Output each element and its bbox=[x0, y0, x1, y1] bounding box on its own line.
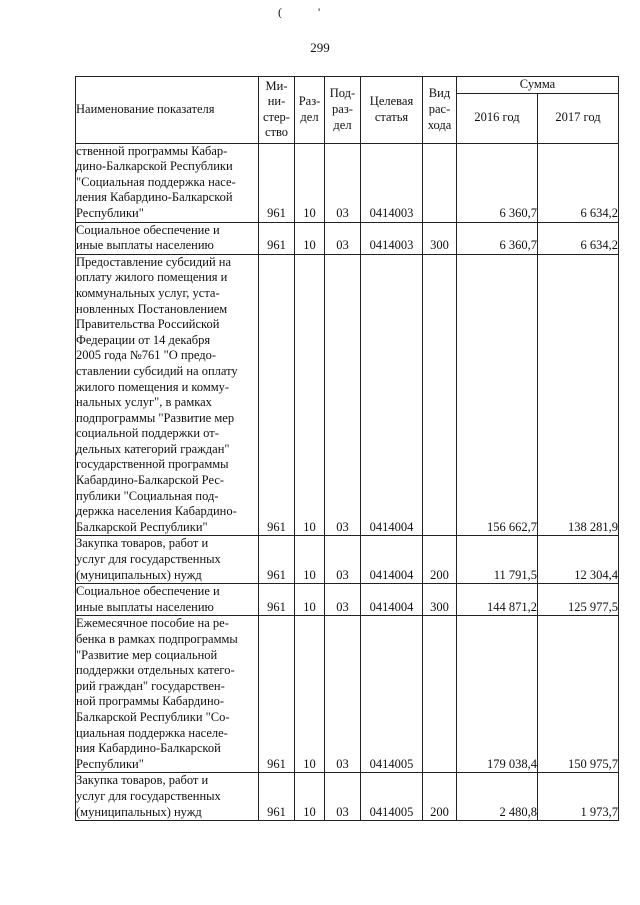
cell-subsection: 03 bbox=[325, 254, 361, 536]
header-expense-type: Вид рас- хода bbox=[423, 77, 457, 144]
cell-section: 10 bbox=[295, 616, 325, 773]
cell-2017: 125 977,5 bbox=[538, 584, 619, 616]
row-name: Ежемесячное пособие на ре- бенка в рамках подпрограммы "Развитие мер социальной поддержки отдельных катего- рий граждан" государствен- ной программы Кабардино- Балкарской Республики "Со- циальная поддержка населе- ния Кабардино-Балкарской Республики" bbox=[76, 616, 259, 773]
cell-2017: 12 304,4 bbox=[538, 536, 619, 584]
cell-subsection: 03 bbox=[325, 773, 361, 821]
cell-section: 10 bbox=[295, 143, 325, 222]
table-row bbox=[76, 254, 619, 536]
cell-subsection: 03 bbox=[325, 584, 361, 616]
cell-target: 0414005 bbox=[361, 616, 423, 773]
cell-ministry: 961 bbox=[259, 536, 295, 584]
row-name: Закупка товаров, работ и услуг для государственных (муниципальных) нужд bbox=[76, 536, 259, 584]
header-section: Раз- дел bbox=[295, 77, 325, 144]
header-sum: Сумма bbox=[457, 77, 619, 94]
row-name: Закупка товаров, работ и услуг для государственных (муниципальных) нужд bbox=[76, 773, 259, 821]
cell-2017: 138 281,9 bbox=[538, 254, 619, 536]
cell-target: 0414004 bbox=[361, 536, 423, 584]
cell-target: 0414004 bbox=[361, 584, 423, 616]
cell-ministry: 961 bbox=[259, 584, 295, 616]
cell-ministry: 961 bbox=[259, 773, 295, 821]
table-row bbox=[76, 616, 619, 773]
cell-expense-type bbox=[423, 616, 457, 773]
cell-section: 10 bbox=[295, 254, 325, 536]
header-ministry: Ми- ни- стер- ство bbox=[259, 77, 295, 144]
cell-target: 0414003 bbox=[361, 143, 423, 222]
cell-section: 10 bbox=[295, 773, 325, 821]
cell-target: 0414004 bbox=[361, 254, 423, 536]
table-row bbox=[76, 143, 619, 222]
cell-expense-type: 200 bbox=[423, 773, 457, 821]
cell-2016: 2 480,8 bbox=[457, 773, 538, 821]
cell-target: 0414005 bbox=[361, 773, 423, 821]
cell-expense-type: 300 bbox=[423, 584, 457, 616]
cell-ministry: 961 bbox=[259, 143, 295, 222]
row-name: Предоставление субсидий на оплату жилого помещения и коммунальных услуг, уста- новленных Постановлением Правительства Российской Федерации от 14 декабря 2005 года №761 "О предо- ставлении субсидий на оплату жилого помещения и комму- нальных услуг", в рамках подпрограммы "Развитие мер социальной поддержки от- дельных категорий граждан" государственной программы Кабардино-Балкарской Рес- публики "Социальная под- держка населения Кабардино- Балкарской Республики" bbox=[76, 254, 259, 536]
cell-target: 0414003 bbox=[361, 222, 423, 254]
scan-mark: ' bbox=[318, 5, 321, 19]
cell-expense-type bbox=[423, 254, 457, 536]
cell-2016: 144 871,2 bbox=[457, 584, 538, 616]
cell-subsection: 03 bbox=[325, 143, 361, 222]
cell-ministry: 961 bbox=[259, 222, 295, 254]
table-row bbox=[76, 222, 619, 254]
cell-section: 10 bbox=[295, 536, 325, 584]
row-name: Социальное обеспечение и иные выплаты населению bbox=[76, 222, 259, 254]
header-subsection: Под- раз- дел bbox=[325, 77, 361, 144]
cell-2016: 6 360,7 bbox=[457, 222, 538, 254]
cell-2016: 156 662,7 bbox=[457, 254, 538, 536]
cell-expense-type: 300 bbox=[423, 222, 457, 254]
row-name: Социальное обеспечение и иные выплаты населению bbox=[76, 584, 259, 616]
header-2016: 2016 год bbox=[457, 93, 538, 143]
cell-expense-type bbox=[423, 143, 457, 222]
table-row bbox=[76, 536, 619, 584]
cell-2017: 6 634,2 bbox=[538, 222, 619, 254]
header-name: Наименование показателя bbox=[76, 77, 259, 144]
cell-section: 10 bbox=[295, 222, 325, 254]
cell-2017: 150 975,7 bbox=[538, 616, 619, 773]
cell-2017: 1 973,7 bbox=[538, 773, 619, 821]
cell-ministry: 961 bbox=[259, 254, 295, 536]
cell-2016: 6 360,7 bbox=[457, 143, 538, 222]
cell-expense-type: 200 bbox=[423, 536, 457, 584]
cell-2016: 11 791,5 bbox=[457, 536, 538, 584]
page-number: 299 bbox=[310, 40, 330, 55]
cell-subsection: 03 bbox=[325, 536, 361, 584]
table-row bbox=[76, 584, 619, 616]
scan-mark: ( bbox=[278, 5, 282, 19]
cell-subsection: 03 bbox=[325, 616, 361, 773]
cell-subsection: 03 bbox=[325, 222, 361, 254]
budget-table bbox=[75, 76, 619, 821]
row-name: ственной программы Кабар- дино-Балкарской Республики "Социальная поддержка насе- ления Кабардино-Балкарской Республики" bbox=[76, 143, 259, 222]
cell-section: 10 bbox=[295, 584, 325, 616]
cell-ministry: 961 bbox=[259, 616, 295, 773]
table-row bbox=[76, 773, 619, 821]
header-2017: 2017 год bbox=[538, 93, 619, 143]
cell-2017: 6 634,2 bbox=[538, 143, 619, 222]
header-target: Целевая статья bbox=[361, 77, 423, 144]
cell-2016: 179 038,4 bbox=[457, 616, 538, 773]
